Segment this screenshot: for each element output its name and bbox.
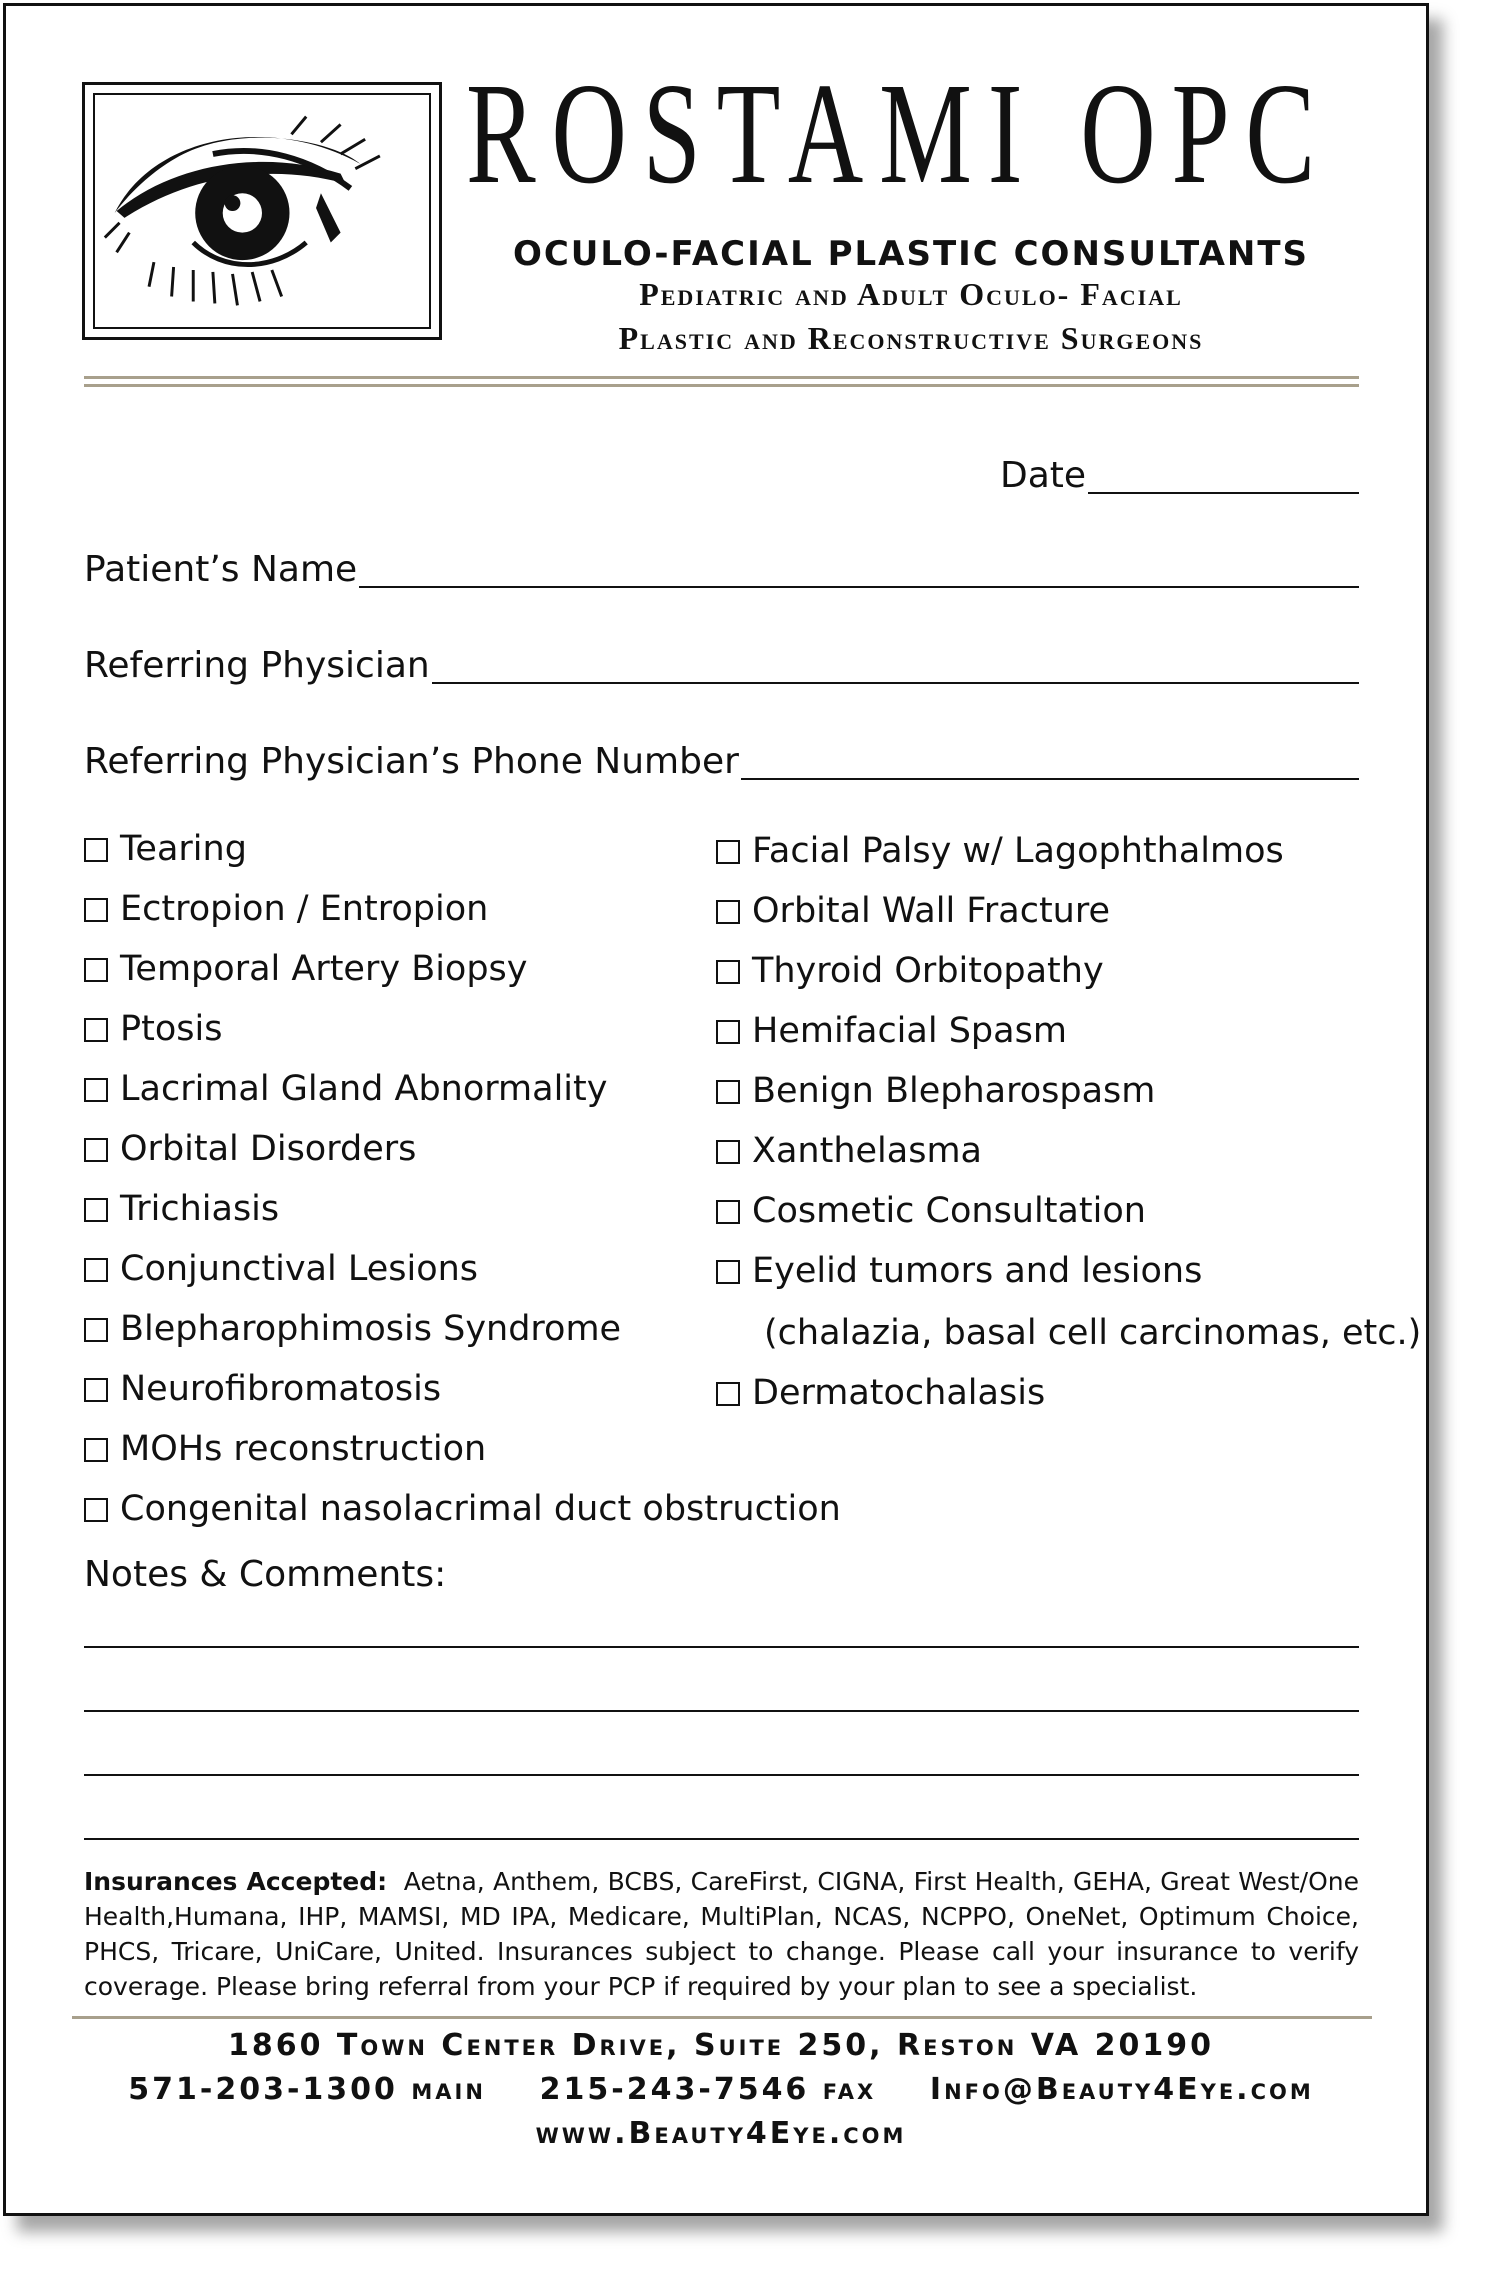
condition-blepharophimosis[interactable] (84, 1309, 622, 1349)
condition-temporal-artery-biopsy[interactable] (84, 949, 528, 989)
notes-line[interactable] (84, 1646, 1359, 1648)
condition-facial-palsy[interactable] (716, 831, 1284, 871)
eyelid-tumors-note: (chalazia, basal cell carcinomas, etc.) (764, 1313, 1422, 1353)
condition-orbital-wall-fracture[interactable] (716, 891, 1111, 931)
condition-lacrimal-gland[interactable] (84, 1069, 608, 1109)
condition-conjunctival-lesions[interactable] (84, 1249, 479, 1289)
logo-inner-frame (93, 93, 431, 329)
checkbox[interactable] (84, 1438, 108, 1462)
condition-tearing[interactable] (84, 829, 247, 869)
condition-ptosis[interactable] (84, 1009, 223, 1049)
notes-title: Notes & Comments: (84, 1554, 447, 1595)
referral-form-sheet (3, 3, 1429, 2216)
insurance-text: Aetna, Anthem, BCBS, CareFirst, CIGNA, First Health, GEHA, Great West/One Health,Humana, IHP, MAMSI, MD IPA, Medicare, MultiPlan, NCAS, NCPPO, OneNet, Optimum Choice, PHCS, Tricare, UniCare, United. Insurances subject to change. Please call your insurance to verify coverage. Please bring referral from your PCP if required by your plan to see a specialist. (84, 1867, 1359, 2001)
referring-phone-label: Referring Physician’s Phone Number (84, 741, 739, 782)
insurance-paragraph (84, 1864, 1359, 2004)
condition-label: Orbital Wall Fracture (752, 891, 1111, 931)
checkbox[interactable] (716, 1080, 740, 1104)
checkbox[interactable] (716, 1382, 740, 1406)
condition-label: Congenital nasolacrimal duct obstruction (120, 1489, 841, 1529)
condition-label: Thyroid Orbitopathy (752, 951, 1104, 991)
referring-physician-field[interactable] (84, 645, 1359, 686)
condition-eyelid-tumors[interactable] (716, 1251, 1203, 1291)
condition-hemifacial-spasm[interactable] (716, 1011, 1067, 1051)
condition-label: Facial Palsy w/ Lagophthalmos (752, 831, 1284, 871)
condition-mohs-reconstruction[interactable] (84, 1429, 487, 1469)
condition-label: Xanthelasma (752, 1131, 982, 1171)
patient-name-input-line[interactable] (359, 556, 1359, 588)
checkbox[interactable] (84, 1378, 108, 1402)
checkbox[interactable] (716, 1200, 740, 1224)
notes-line[interactable] (84, 1710, 1359, 1712)
date-field[interactable] (1000, 455, 1359, 496)
checkbox[interactable] (716, 960, 740, 984)
checkbox[interactable] (84, 898, 108, 922)
condition-label: Lacrimal Gland Abnormality (120, 1069, 608, 1109)
checkbox[interactable] (84, 1498, 108, 1522)
referring-phone-field[interactable] (84, 741, 1359, 782)
condition-ectropion-entropion[interactable] (84, 889, 489, 929)
subtitle-practice: OCULO-FACIAL PLASTIC CONSULTANTS (512, 234, 1310, 274)
checkbox[interactable] (84, 1078, 108, 1102)
condition-orbital-disorders[interactable] (84, 1129, 417, 1169)
insurance-label: Insurances Accepted: (84, 1867, 388, 1896)
date-input-line[interactable] (1088, 462, 1359, 494)
condition-label: Dermatochalasis (752, 1373, 1046, 1413)
condition-label: Hemifacial Spasm (752, 1011, 1067, 1051)
referring-phone-input-line[interactable] (741, 748, 1359, 780)
condition-congenital-nld-obstruction[interactable] (84, 1489, 841, 1529)
footer-rule (72, 2016, 1372, 2019)
condition-label: Temporal Artery Biopsy (120, 949, 528, 989)
condition-label: Neurofibromatosis (120, 1369, 442, 1409)
checkbox[interactable] (84, 1018, 108, 1042)
checkbox[interactable] (84, 1138, 108, 1162)
condition-label: Blepharophimosis Syndrome (120, 1309, 622, 1349)
condition-label: Eyelid tumors and lesions (752, 1251, 1203, 1291)
header-rule-bottom (84, 384, 1359, 387)
footer-website: www.Beauty4Eye.com (535, 2116, 907, 2151)
condition-label: Trichiasis (120, 1189, 280, 1229)
condition-label: Conjunctival Lesions (120, 1249, 479, 1289)
logo-frame (82, 82, 442, 340)
checkbox[interactable] (716, 1260, 740, 1284)
date-label: Date (1000, 455, 1087, 496)
condition-xanthelasma[interactable] (716, 1131, 982, 1171)
eye-logo-icon (95, 95, 429, 327)
notes-line[interactable] (84, 1838, 1359, 1840)
condition-label: Benign Blepharospasm (752, 1071, 1156, 1111)
condition-neurofibromatosis[interactable] (84, 1369, 442, 1409)
referring-physician-label: Referring Physician (84, 645, 430, 686)
footer-address: 1860 Town Center Drive, Suite 250, Reston VA 20190 (227, 2028, 1214, 2063)
footer-contact: 571-203-1300 main 215-243-7546 fax Info@Beauty4Eye.com (128, 2072, 1314, 2107)
patient-name-label: Patient’s Name (84, 549, 358, 590)
checkbox[interactable] (84, 1198, 108, 1222)
brand-title: ROSTAMI OPC (466, 54, 1331, 214)
checkbox[interactable] (716, 840, 740, 864)
checkbox[interactable] (716, 1020, 740, 1044)
condition-label: Tearing (120, 829, 247, 869)
patient-name-field[interactable] (84, 549, 1359, 590)
subtitle-specialty-2: Plastic and Reconstructive Surgeons (618, 320, 1204, 356)
condition-label: Cosmetic Consultation (752, 1191, 1146, 1231)
condition-trichiasis[interactable] (84, 1189, 280, 1229)
checkbox[interactable] (84, 838, 108, 862)
header-rule-top (84, 376, 1359, 379)
notes-line[interactable] (84, 1774, 1359, 1776)
condition-label: MOHs reconstruction (120, 1429, 487, 1469)
condition-benign-blepharospasm[interactable] (716, 1071, 1156, 1111)
condition-label: Orbital Disorders (120, 1129, 417, 1169)
condition-label: Ectropion / Entropion (120, 889, 489, 929)
condition-dermatochalasis[interactable] (716, 1373, 1046, 1413)
checkbox[interactable] (84, 1318, 108, 1342)
referring-physician-input-line[interactable] (432, 652, 1359, 684)
subtitle-specialty-1: Pediatric and Adult Oculo- Facial (639, 276, 1183, 312)
checkbox[interactable] (716, 1140, 740, 1164)
condition-label: Ptosis (120, 1009, 223, 1049)
checkbox[interactable] (84, 958, 108, 982)
condition-cosmetic-consultation[interactable] (716, 1191, 1146, 1231)
condition-thyroid-orbitopathy[interactable] (716, 951, 1104, 991)
checkbox[interactable] (716, 900, 740, 924)
checkbox[interactable] (84, 1258, 108, 1282)
